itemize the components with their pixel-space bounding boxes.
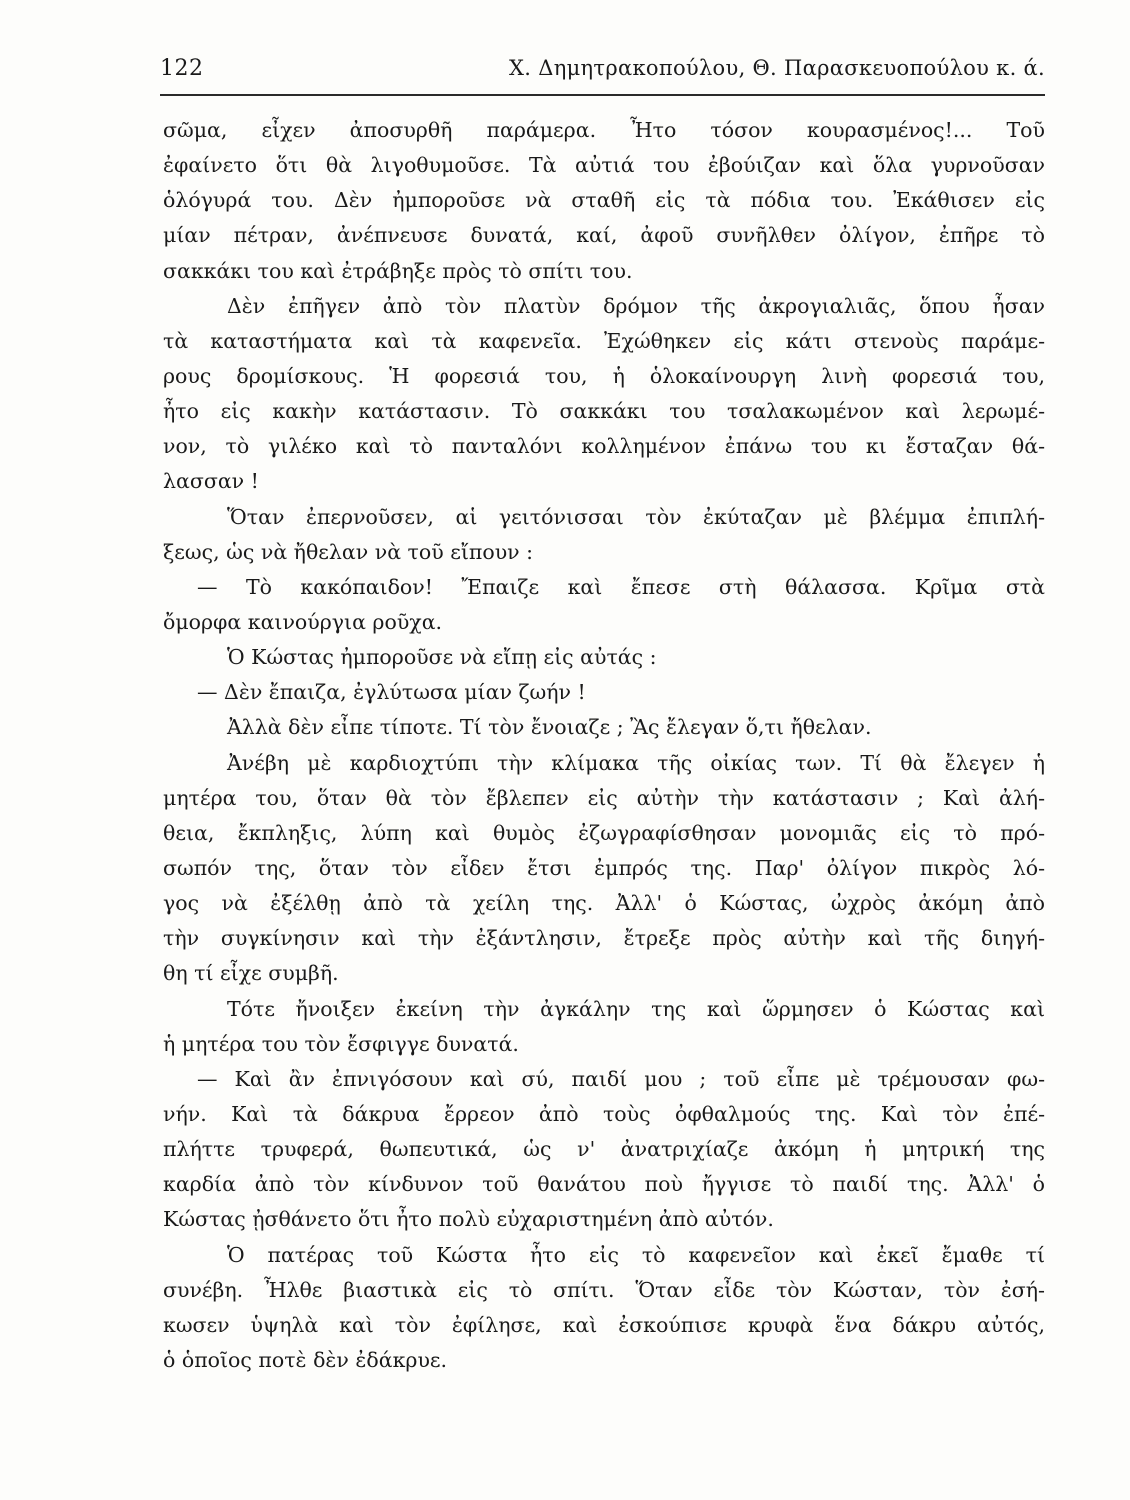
text-line: Κώστας ᾐσθάνετο ὅτι ἦτο πολὺ εὐχαριστημένη ἀπὸ αὐτόν. xyxy=(163,1207,774,1232)
text-line: Τότε ἤνοιξεν ἐκείνη τὴν ἀγκάλην της καὶ ὥρμησεν ὁ Κώστας καὶ xyxy=(227,996,1045,1021)
text-line: Ὁ Κώστας ἠμποροῦσε νὰ εἴπῃ εἰς αὐτάς : xyxy=(227,645,657,670)
text-line: Ὅταν ἐπερνοῦσεν, αἱ γειτόνισσαι τὸν ἐκύταζαν μὲ βλέμμα ἐπιπλή- xyxy=(227,504,1045,529)
text-line: ὄμορφα καινούργια ροῦχα. xyxy=(163,609,443,634)
body-text xyxy=(163,113,1045,1378)
text-line: Ἀλλὰ δὲν εἶπε τίποτε. Τί τὸν ἔνοιαζε ; Ἂς ἔλεγαν ὅ,τι ἤθελαν. xyxy=(227,715,872,740)
page-header xyxy=(160,56,1045,92)
text-line: ρους δρομίσκους. Ἡ φορεσιά του, ἡ ὁλοκαίνουργη λινὴ φορεσιά του, xyxy=(163,363,1045,388)
text-line: μίαν πέτραν, ἀνέπνευσε δυνατά, καί, ἀφοῦ συνῆλθεν ὀλίγον, ἐπῆρε τὸ xyxy=(163,223,1045,248)
text-line: ἐφαίνετο ὅτι θὰ λιγοθυμοῦσε. Τὰ αὐτιά του ἐβούιζαν καὶ ὅλα γυρνοῦσαν xyxy=(163,153,1045,178)
text-line: — Τὸ κακόπαιδον! Ἔπαιζε καὶ ἔπεσε στὴ θάλασσα. Κρῖμα στὰ xyxy=(197,574,1045,599)
running-head: Χ. Δημητρακοπούλου, Θ. Παρασκευοπούλου κ. ά. xyxy=(509,56,1045,80)
text-line: λασσαν ! xyxy=(163,469,259,494)
text-line: ἦτο εἰς κακὴν κατάστασιν. Τὸ σακκάκι του τσαλακωμένον καὶ λερωμέ- xyxy=(163,399,1045,424)
text-line: μητέρα του, ὅταν θὰ τὸν ἔβλεπεν εἰς αὐτὴν τὴν κατάστασιν ; Καὶ ἀλή- xyxy=(163,785,1045,810)
text-line: ὁλόγυρά του. Δὲν ἠμποροῦσε νὰ σταθῆ εἰς τὰ πόδια του. Ἐκάθισεν εἰς xyxy=(163,188,1045,213)
text-line: Ἀνέβη μὲ καρδιοχτύπι τὴν κλίμακα τῆς οἰκίας των. Τί θὰ ἔλεγεν ἡ xyxy=(227,750,1045,775)
header-rule xyxy=(160,94,1045,96)
text-line: γος νὰ ἐξέλθῃ ἀπὸ τὰ χείλη της. Ἀλλ' ὁ Κώστας, ὠχρὸς ἀκόμη ἀπὸ xyxy=(163,891,1045,916)
text-line: ὁ ὁποῖος ποτὲ δὲν ἐδάκρυε. xyxy=(163,1347,448,1372)
text-line: θεια, ἔκπληξις, λύπη καὶ θυμὸς ἐζωγραφίσθησαν μονομιᾶς εἰς τὸ πρό- xyxy=(163,820,1045,845)
text-line: συνέβη. Ἦλθε βιαστικὰ εἰς τὸ σπίτι. Ὅταν εἶδε τὸν Κώσταν, τὸν ἐσή- xyxy=(163,1277,1045,1302)
text-line: Δὲν ἐπῆγεν ἀπὸ τὸν πλατὺν δρόμον τῆς ἀκρογιαλιᾶς, ὅπου ἦσαν xyxy=(227,293,1045,318)
text-line: σωπόν της, ὅταν τὸν εἶδεν ἔτσι ἐμπρός της. Παρ' ὀλίγον πικρὸς λό- xyxy=(163,855,1045,880)
text-line: κωσεν ὑψηλὰ καὶ τὸν ἐφίλησε, καὶ ἐσκούπισε κρυφὰ ἕνα δάκρυ αὐτός, xyxy=(163,1312,1045,1337)
text-line: καρδία ἀπὸ τὸν κίνδυνον τοῦ θανάτου ποὺ ἤγγισε τὸ παιδί της. Ἀλλ' ὁ xyxy=(163,1172,1045,1197)
text-line: θη τί εἶχε συμβῆ. xyxy=(163,961,339,986)
text-line: — Καὶ ἂν ἐπνιγόσουν καὶ σύ, παιδί μου ; τοῦ εἶπε μὲ τρέμουσαν φω- xyxy=(197,1066,1045,1091)
page-number: 122 xyxy=(160,56,204,81)
text-line: νήν. Καὶ τὰ δάκρυα ἔρρεον ἀπὸ τοὺς ὀφθαλμούς της. Καὶ τὸν ἐπέ- xyxy=(163,1101,1045,1126)
text-line: νον, τὸ γιλέκο καὶ τὸ πανταλόνι κολλημένον ἐπάνω του κι ἔσταζαν θά- xyxy=(163,434,1045,459)
text-line: πλήττε τρυφερά, θωπευτικά, ὡς ν' ἀνατριχίαζε ἀκόμη ἡ μητρική της xyxy=(163,1137,1045,1162)
text-line: τὰ καταστήματα καὶ τὰ καφενεῖα. Ἐχώθηκεν εἰς κάτι στενοὺς παράμε- xyxy=(163,328,1045,353)
text-line: ἡ μητέρα του τὸν ἔσφιγγε δυνατά. xyxy=(163,1031,519,1056)
text-line: — Δὲν ἔπαιζα, ἐγλύτωσα μίαν ζωήν ! xyxy=(197,680,586,705)
text-line: τὴν συγκίνησιν καὶ τὴν ἐξάντλησιν, ἔτρεξε πρὸς αὐτὴν καὶ τῆς διηγή- xyxy=(163,926,1045,951)
text-line: ξεως, ὡς νὰ ἤθελαν νὰ τοῦ εἴπουν : xyxy=(163,539,534,564)
text-line: Ὁ πατέρας τοῦ Κώστα ἦτο εἰς τὸ καφενεῖον καὶ ἐκεῖ ἔμαθε τί xyxy=(227,1242,1045,1267)
text-line: σακκάκι του καὶ ἐτράβηξε πρὸς τὸ σπίτι του. xyxy=(163,258,633,283)
text-line: σῶμα, εἶχεν ἀποσυρθῆ παράμερα. Ἦτο τόσον κουρασμένος!... Τοῦ xyxy=(163,118,1045,142)
